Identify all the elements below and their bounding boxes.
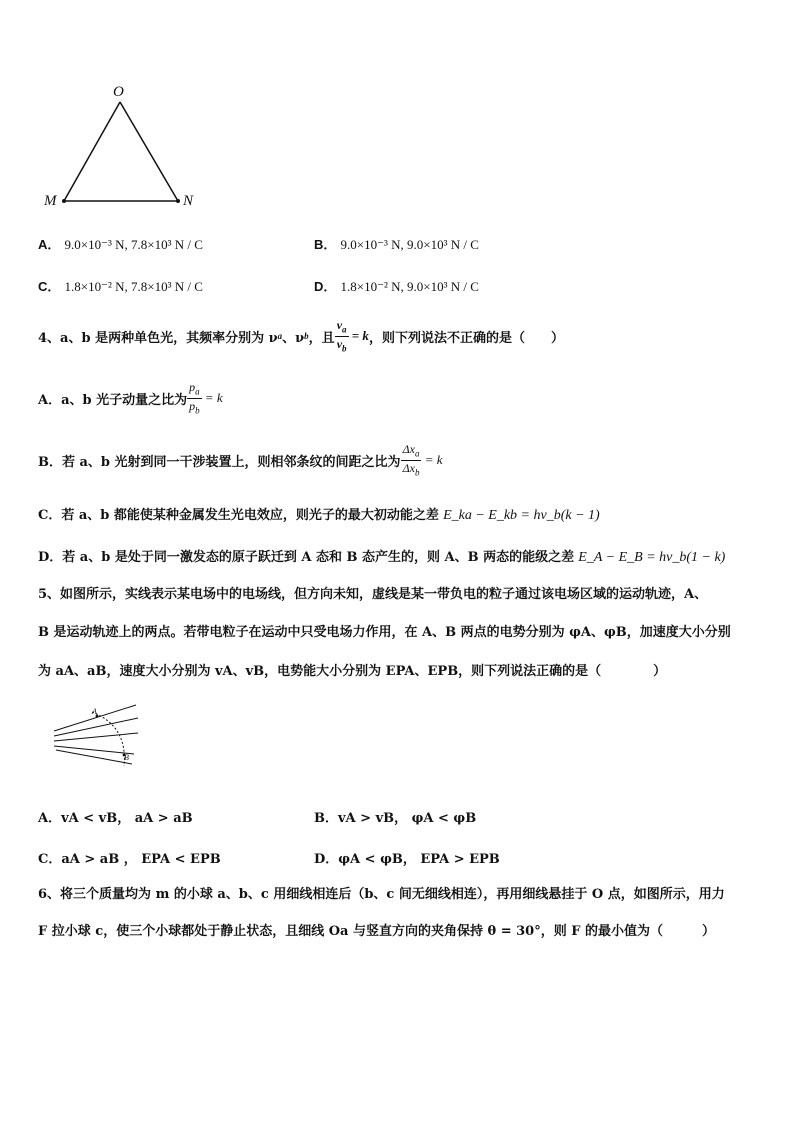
q3-option-c[interactable]: C． 1.8×10⁻² N, 7.8×10³ N / C <box>38 279 203 294</box>
q5-option-d[interactable]: D．φA < φB， EPA > EPB <box>314 852 500 867</box>
q3-option-a[interactable]: A． 9.0×10⁻³ N, 7.8×10³ N / C <box>38 237 203 252</box>
q6-stem-line2: F 拉小球 c，使三个小球都处于静止状态，且细线 Oa 与竖直方向的夹角保持 θ = 30°，则 F 的最小值为（ ） <box>38 924 716 939</box>
fringe-ratio-fraction: $\frac{\Delta x_a}{\Delta x_b}$ <box>402 442 420 477</box>
q4-option-a[interactable]: A．a、b 光子动量之比为 $\frac{p_a}{p_b}$ = k <box>38 380 223 415</box>
q4-option-b[interactable]: B．若 a、b 光射到同一干涉装置上，则相邻条纹的间距之比为 $\frac{\Delta x_a}{\Delta x_b}$ = k <box>38 442 443 477</box>
vertex-label-m: M <box>44 193 57 209</box>
vertex-label-o: O <box>113 84 124 100</box>
q5-option-c[interactable]: C．aA > aB ， EPA < EPB <box>38 852 221 867</box>
q4-option-d[interactable]: D．若 a、b 是处于同一激发态的原子跃迁到 A 态和 B 态产生的，则 A、B 两态的能级之差 E_A − E_B = hν_b(1 − k) <box>38 550 726 565</box>
momentum-ratio-fraction: $\frac{p_a}{p_b}$ <box>189 380 200 415</box>
vertex-label-n: N <box>183 193 194 209</box>
q3-option-b[interactable]: B． 9.0×10⁻³ N, 9.0×10³ N / C <box>314 237 479 252</box>
q3-option-d[interactable]: D． 1.8×10⁻² N, 9.0×10³ N / C <box>314 279 479 294</box>
q5-option-b[interactable]: B．vA > vB， φA < φB <box>314 811 477 826</box>
q5-stem-line2: B 是运动轨迹上的两点。若带电粒子在运动中只受电场力作用，在 A、B 两点的电势分别为 φA、φB，加速度大小分别 <box>38 625 731 640</box>
q6-stem-line1: 6、将三个质量均为 m 的小球 a、b、c 用细线相连后（b、c 间无细线相连），再用细线悬挂于 O 点，如图所示，用力 <box>38 887 725 902</box>
freq-ratio-fraction: $\frac{\nu_a}{\nu_b}$ <box>336 318 347 353</box>
q5-option-a[interactable]: A．vA < vB， aA > aB <box>38 811 193 826</box>
q5-stem-line3: 为 aA、aB，速度大小分别为 vA、vB，电势能大小分别为 EPA、EPB，则下列说法正确的是（ ） <box>38 664 667 679</box>
q5-stem-line1: 5、如图所示，实线表示某电场中的电场线，但方向未知，虚线是某一带负电的粒子通过该电场区域的运动轨迹，A、 <box>38 587 708 602</box>
q4-stem: 4、a、b 是两种单色光，其频率分别为 ν a 、ν b ，且 $\frac{\nu_a}{\nu_b}$ = k ，则下列说法不正确的是（ ） <box>38 318 564 353</box>
q4-option-c[interactable]: C．若 a、b 都能使某种金属发生光电效应，则光子的最大初动能之差 E_ka − E_kb = hν_b(k − 1) <box>38 508 600 523</box>
field-lines-figure <box>50 700 150 770</box>
fig-label-a: A <box>92 707 97 716</box>
fig-label-b: B <box>124 753 129 762</box>
